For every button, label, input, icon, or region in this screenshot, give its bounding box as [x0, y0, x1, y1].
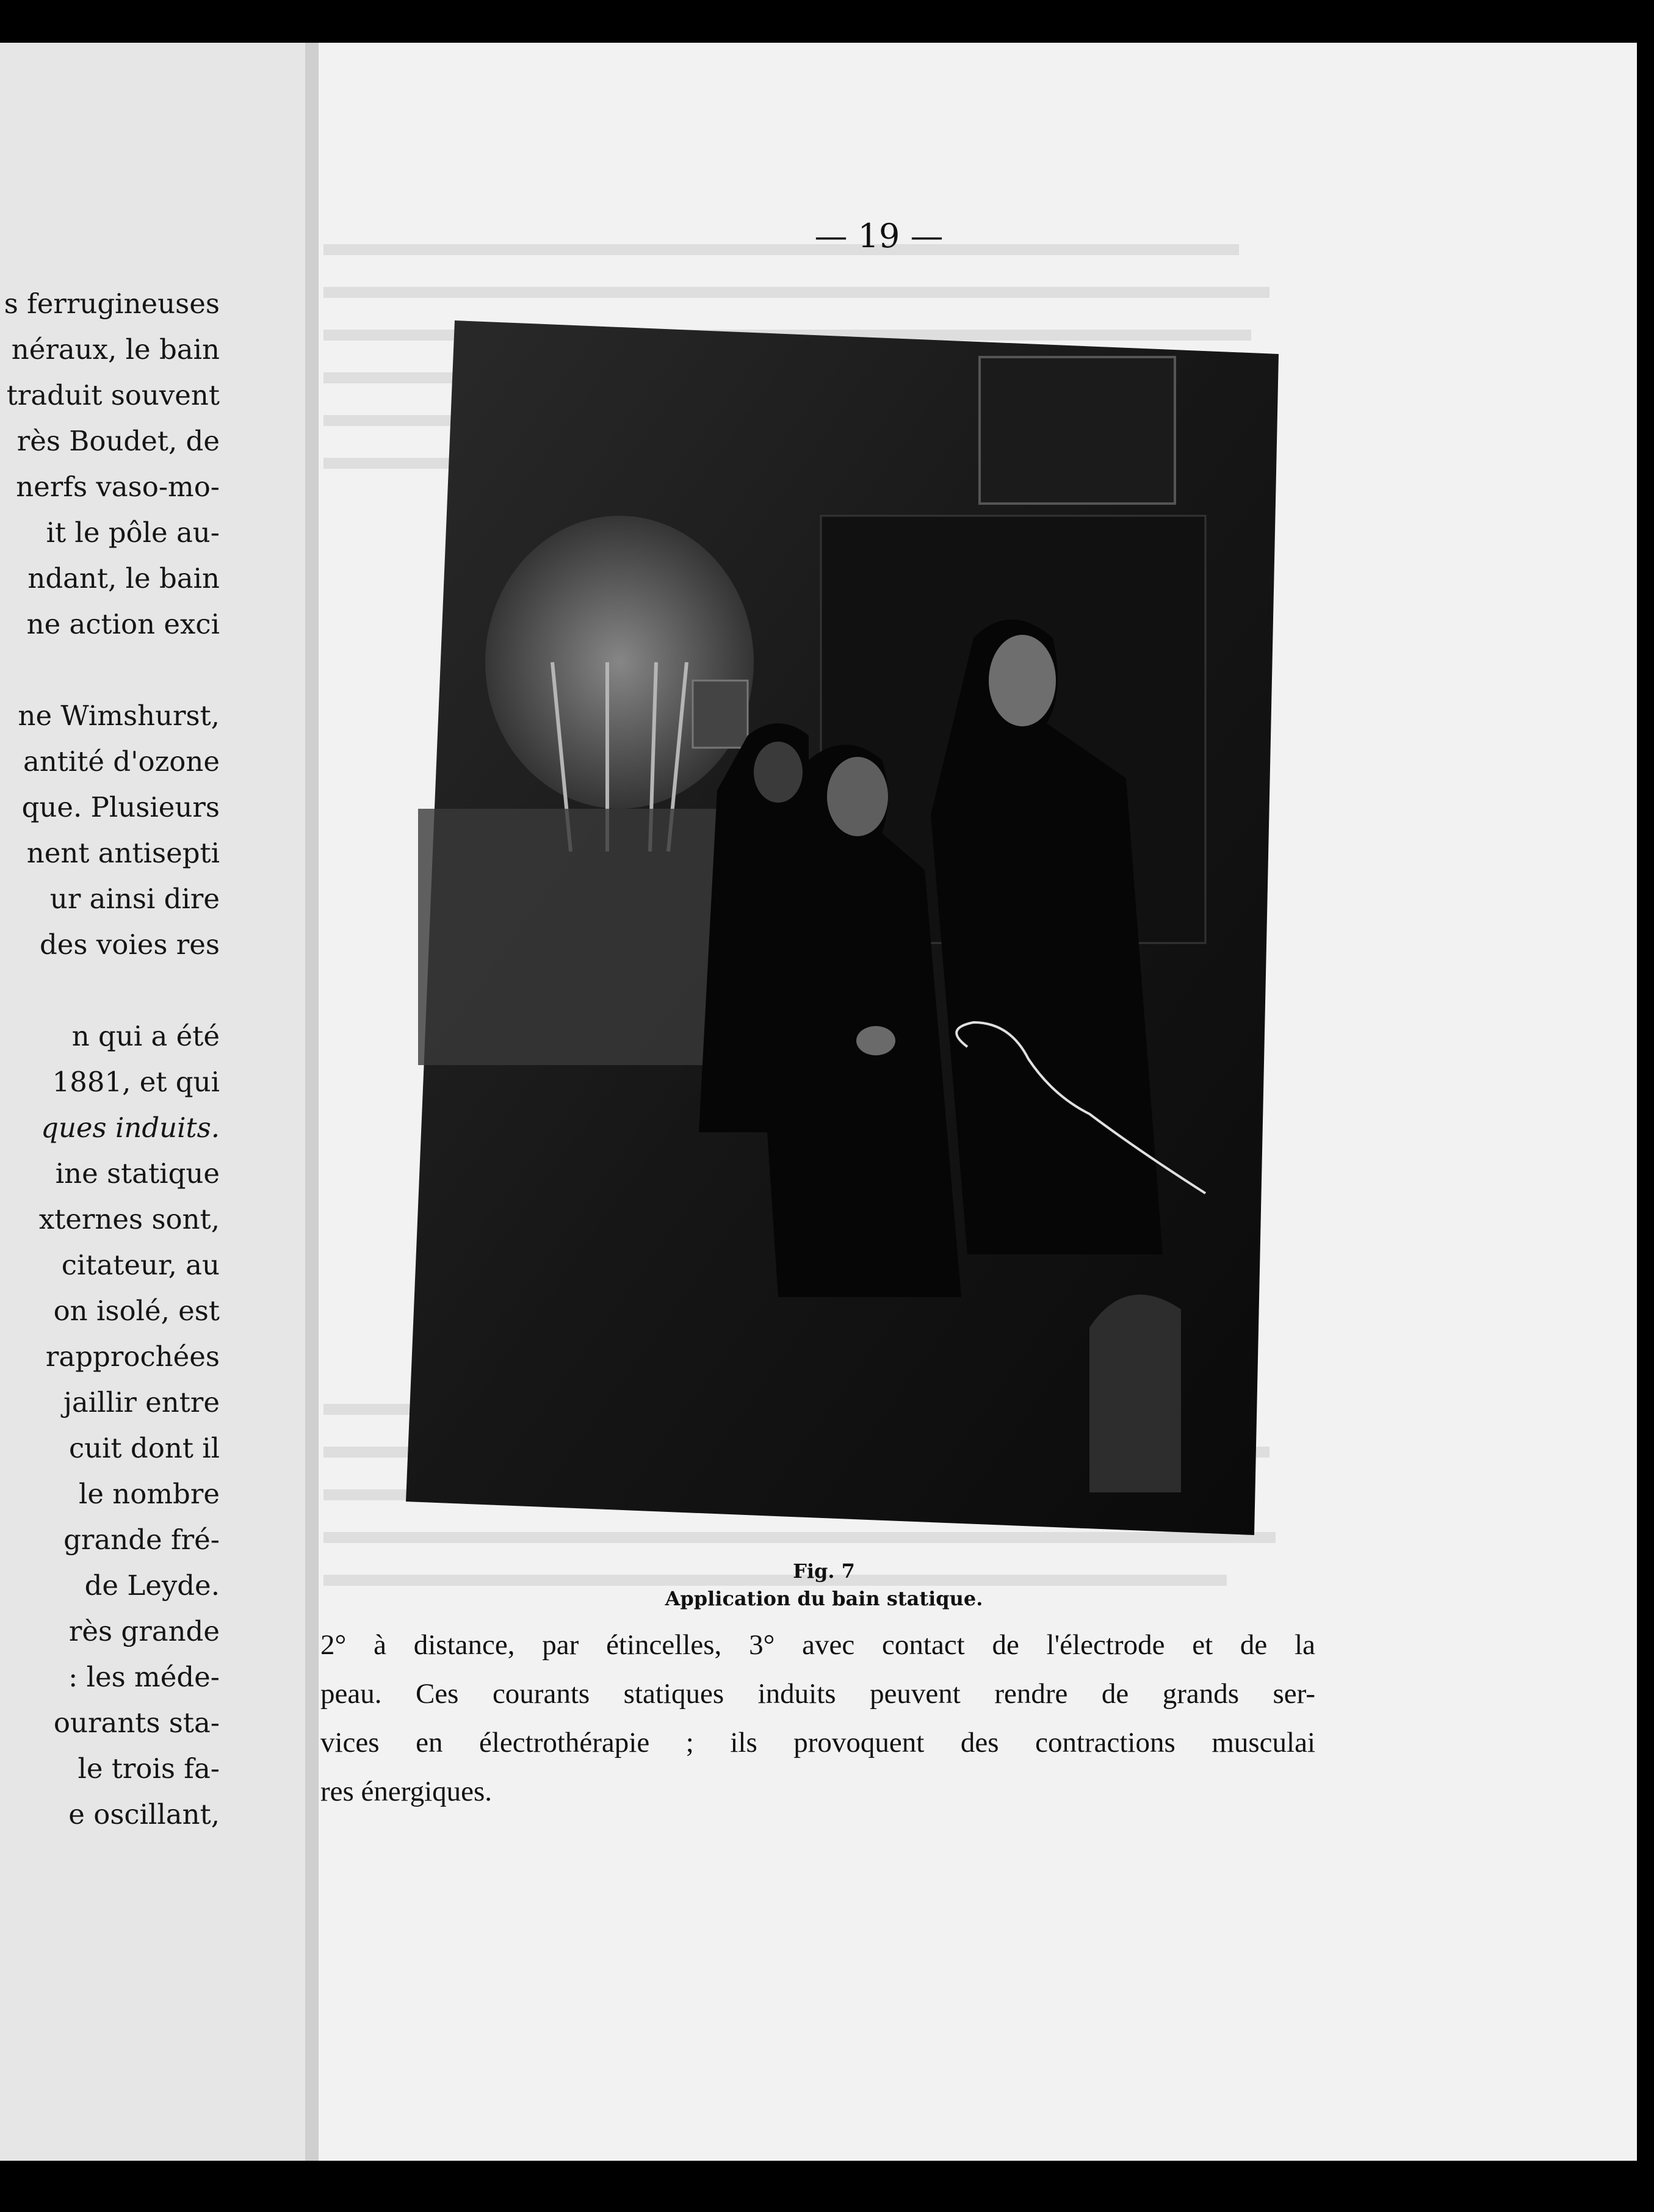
left-page-line: 1881, et qui — [52, 1066, 220, 1098]
left-page-line: le trois fa- — [78, 1752, 220, 1785]
left-page-line: le nombre — [78, 1478, 220, 1510]
left-page-line: : les méde- — [68, 1661, 220, 1693]
left-page-line — [0, 647, 220, 693]
left-page-line: nent antisepti — [26, 837, 220, 869]
wimshurst-machine — [485, 516, 754, 809]
left-page-line: ne action exci — [26, 608, 220, 640]
left-page-line: citateur, au — [61, 1249, 220, 1281]
left-page-line: ur ainsi dire — [49, 883, 220, 915]
left-page-line: néraux, le bain — [11, 333, 220, 366]
left-page-line: ine statique — [55, 1157, 220, 1190]
body-line: vices en électrothérapie ; ils provoquent des contractions musculai — [320, 1727, 1315, 1758]
left-page-line: grande fré- — [63, 1523, 220, 1556]
left-page-line: ne Wimshurst, — [18, 699, 220, 732]
hand — [856, 1026, 895, 1055]
left-page-line: s ferrugineuses — [4, 287, 220, 320]
left-page-line: ndant, le bain — [27, 562, 220, 595]
left-page-line: ourants sta- — [53, 1707, 220, 1739]
left-page-line: ques induits. — [41, 1111, 220, 1144]
body-line: peau. Ces courants statiques induits peuvent rendre de grands ser- — [320, 1678, 1315, 1710]
left-page — [0, 43, 305, 2161]
figure-caption: Application du bain statique. — [665, 1587, 983, 1610]
left-page-text — [0, 281, 305, 1837]
body-line: res énergiques. — [320, 1776, 493, 1807]
page-gutter — [305, 43, 319, 2161]
left-page-line: xternes sont, — [38, 1203, 220, 1235]
chair — [1089, 1295, 1181, 1492]
face-standing-man — [989, 635, 1056, 726]
face-seated-man — [827, 757, 888, 836]
left-page-line: rès Boudet, de — [16, 425, 220, 457]
face-background-man — [754, 742, 803, 803]
wall-panel — [980, 357, 1175, 504]
body-text — [320, 1621, 1315, 1816]
left-page-line: cuit dont il — [68, 1432, 220, 1464]
page-number: — 19 — — [814, 217, 944, 255]
machine-cabinet — [418, 809, 723, 1065]
left-page-line: que. Plusieurs — [21, 791, 220, 823]
left-page-line: nerfs vaso-mo- — [16, 471, 220, 503]
left-page-line: it le pôle au- — [46, 516, 220, 549]
left-page-line: on isolé, est — [53, 1295, 220, 1327]
body-line: 2° à distance, par étincelles, 3° avec contact de l'électrode et de la — [320, 1629, 1315, 1661]
left-page-line: rapprochées — [45, 1340, 220, 1373]
left-page-line: n qui a été — [71, 1020, 220, 1052]
picture-frame — [693, 681, 748, 748]
left-page-line: traduit souvent — [6, 379, 220, 411]
left-page-line: antité d'ozone — [23, 745, 220, 778]
left-page-line: des voies res — [39, 928, 220, 961]
left-page-line: rès grande — [68, 1615, 220, 1647]
left-page-line — [0, 967, 220, 1013]
figure-photograph — [406, 320, 1285, 1535]
left-page-line: e oscillant, — [68, 1798, 220, 1831]
figure-label: Fig. 7 — [793, 1560, 855, 1583]
left-page-line: jaillir entre — [63, 1386, 220, 1419]
left-page-line: de Leyde. — [84, 1569, 220, 1602]
